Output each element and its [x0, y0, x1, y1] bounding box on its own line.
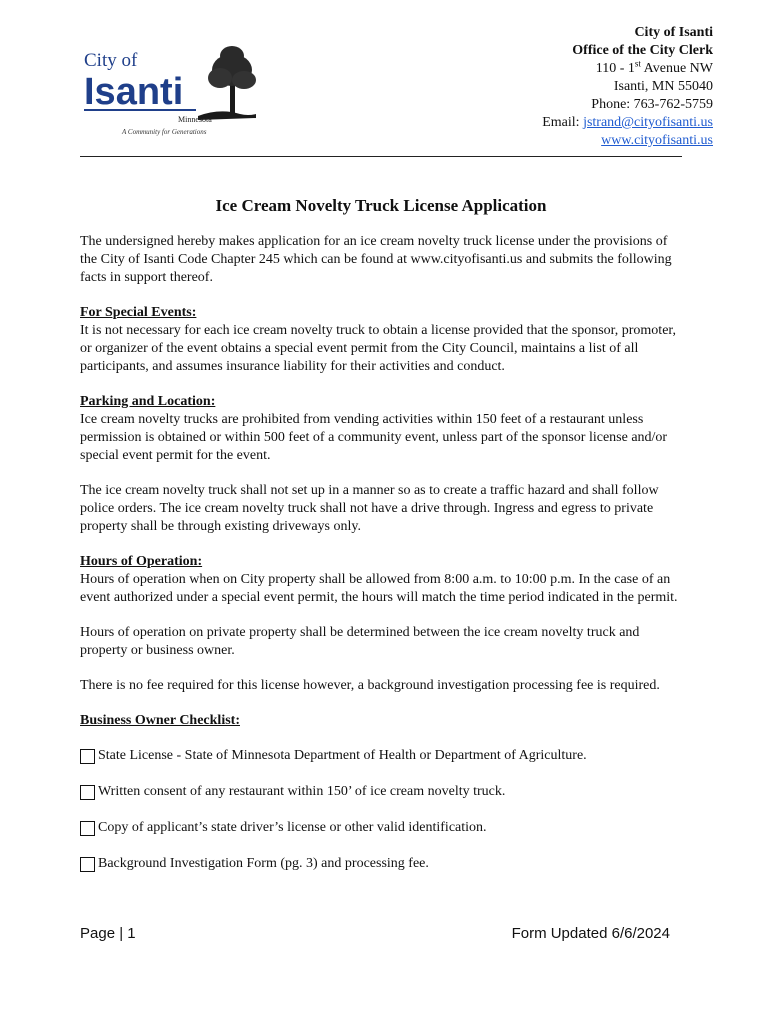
special-events-heading: For Special Events: [80, 305, 197, 320]
special-events-section [80, 304, 680, 376]
fee-text: There is no fee required for this license however, a background investigation processing fee is required. [80, 678, 660, 693]
special-events-text: It is not necessary for each ice cream novelty truck to obtain a license provided that the sponsor, promoter, or organizer of the event obtains a special event permit from the City Council, maintains a list of all participants, and assumes insurance liability for their activities and conduct. [80, 323, 677, 374]
email-link[interactable]: jstrand@cityofisanti.us [583, 115, 713, 130]
website-link[interactable]: www.cityofisanti.us [601, 133, 713, 148]
checklist-item [80, 819, 680, 837]
org-name: City of Isanti [634, 25, 713, 40]
checklist-heading-line [80, 712, 680, 730]
phone: Phone: 763-762-5759 [591, 97, 713, 112]
office-name: Office of the City Clerk [572, 43, 713, 58]
checkbox[interactable] [80, 749, 95, 764]
checklist-item-label: Copy of applicant’s state driver’s license or other valid identification. [98, 820, 487, 835]
logo-line1: City of [84, 50, 138, 71]
checklist-item [80, 783, 680, 801]
logo-line2: Isanti [84, 71, 184, 113]
hours-section [80, 553, 680, 607]
header-divider [80, 156, 682, 157]
checklist-heading: Business Owner Checklist: [80, 713, 240, 728]
checklist-item-label: State License - State of Minnesota Department of Health or Department of Agriculture. [98, 748, 587, 763]
page-footer [80, 925, 670, 942]
street-address: 110 - 1st Avenue NW [595, 58, 713, 76]
address-block [542, 24, 713, 150]
hours-text-1: Hours of operation when on City property shall be allowed from 8:00 a.m. to 10:00 p.m. In the case of an event authorized under a special event permit, the hours will match the time period indicated in the permit. [80, 572, 678, 605]
checkbox[interactable] [80, 785, 95, 800]
page-title: Ice Cream Novelty Truck License Application [215, 196, 547, 215]
parking-section [80, 393, 680, 465]
city-logo [80, 44, 262, 140]
city-line: Isanti, MN 55040 [613, 79, 713, 94]
tree-icon [198, 46, 256, 120]
parking-text-1: Ice cream novelty trucks are prohibited from vending activities within 150 feet of a restaurant unless permission is obtained or within 500 feet of a community event, unless part of the sponsor license and/or special event permit for the event. [80, 412, 668, 463]
hours-text-2: Hours of operation on private property shall be determined between the ice cream novelty truck and property or business owner. [80, 625, 640, 658]
checklist-item-label: Background Investigation Form (pg. 3) and processing fee. [98, 856, 429, 871]
page-number: Page | 1 [80, 925, 136, 942]
parking-heading: Parking and Location: [80, 394, 216, 409]
checkbox[interactable] [80, 857, 95, 872]
checklist-item-label: Written consent of any restaurant within 150’ of ice cream novelty truck. [98, 784, 506, 799]
checklist-item [80, 855, 680, 873]
checklist-item [80, 747, 680, 765]
checkbox[interactable] [80, 821, 95, 836]
document-body [80, 233, 680, 891]
email-line: Email: jstrand@cityofisanti.us [542, 115, 713, 130]
hours-heading: Hours of Operation: [80, 554, 203, 569]
intro-paragraph: The undersigned hereby makes application for an ice cream novelty truck license under the provisions of the City of Isanti Code Chapter 245 which can be found at www.cityofisanti.us and submits the following facts in support thereof. [80, 234, 672, 285]
logo-tagline: A Community for Generations [122, 128, 207, 136]
logo-state: Minnesota [178, 115, 212, 124]
form-updated: Form Updated 6/6/2024 [511, 925, 670, 942]
parking-text-2: The ice cream novelty truck shall not set up in a manner so as to create a traffic hazard and shall follow police orders. The ice cream novelty truck shall not have a drive through. Ingress and egress to private property shall be through existing driveways only. [80, 483, 659, 534]
